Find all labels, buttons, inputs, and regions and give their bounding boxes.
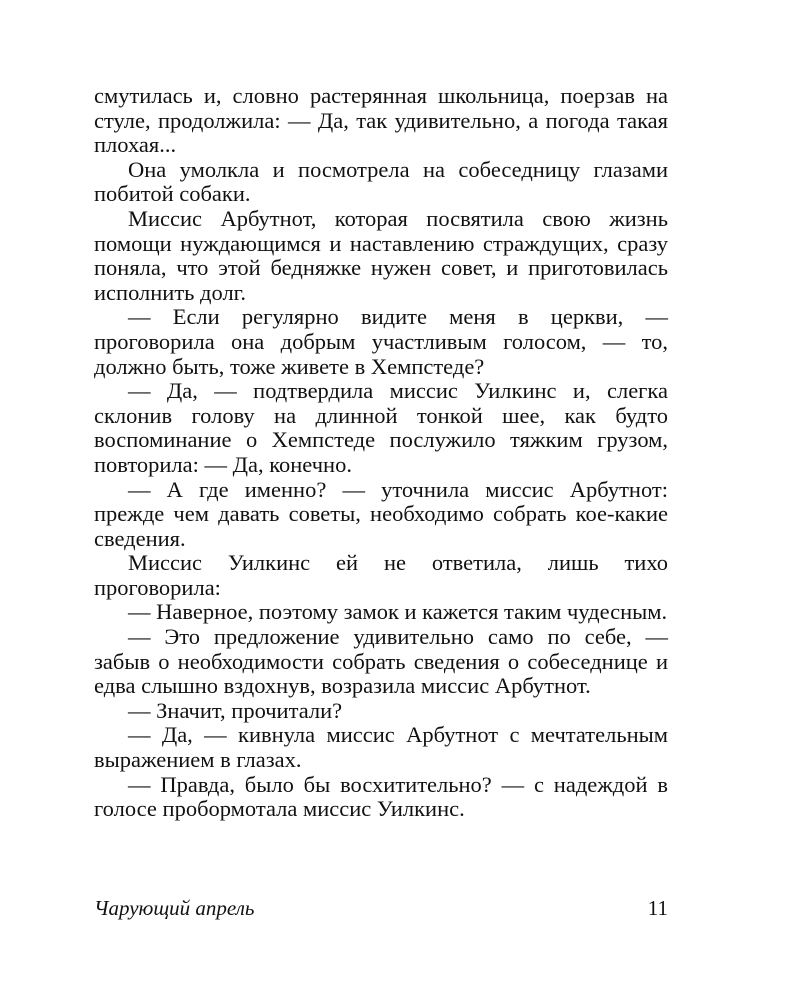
paragraph-5: — Да, — подтвердила миссис Уилкинс и, слегка склонив голову на длинной тонкой шее, как будто воспоминание о Хемпстеде послужило тяжким грузом, повторила: — Да, конечно.: [94, 378, 668, 477]
running-title: Чарующий апрель: [94, 896, 255, 920]
paragraph-3: Миссис Арбутнот, которая посвятила свою жизнь помощи нуждающимся и наставлению страждущих, сразу поняла, что этой бедняжке нужен совет, и приготовилась исполнить долг.: [94, 205, 668, 305]
paragraph-4: — Если регулярно видите меня в церкви, — проговорила она добрым участливым голосом, — то, должно быть, тоже живете в Хемпстеде?: [94, 304, 668, 379]
paragraph-7: Миссис Уилкинс ей не ответила, лишь тихо проговорила:: [94, 550, 668, 600]
paragraph-12: — Правда, было бы восхитительно? — с надеждой в голосе пробормотала миссис Уилкинс.: [94, 771, 668, 822]
paragraph-1: смутилась и, словно растерянная школьница, поерзав на стуле, продолжила: — Да, так удивительно, а погода такая плохая...: [94, 83, 668, 158]
paragraph-6: — А где именно? — уточнила миссис Арбутнот: прежде чем давать советы, необходимо собрать кое-какие сведения.: [94, 476, 668, 551]
paragraph-10: — Значит, прочитали?: [128, 697, 343, 723]
paragraph-2: Она умолкла и посмотрела на собеседницу глазами побитой собаки.: [94, 156, 668, 207]
paragraph-9: — Это предложение удивительно само по себе, — забыв о необходимости собрать сведения о собеседнице и едва слышно вздохнув, возразила миссис Арбутнот.: [94, 624, 668, 699]
paragraph-8: — Наверное, поэтому замок и кажется таким чудесным.: [128, 599, 668, 625]
body-text: [94, 84, 668, 822]
page-number: 11: [647, 896, 668, 920]
paragraph-11: — Да, — кивнула миссис Арбутнот с мечтательным выражением в глазах.: [94, 722, 668, 773]
page-footer: [94, 896, 668, 924]
